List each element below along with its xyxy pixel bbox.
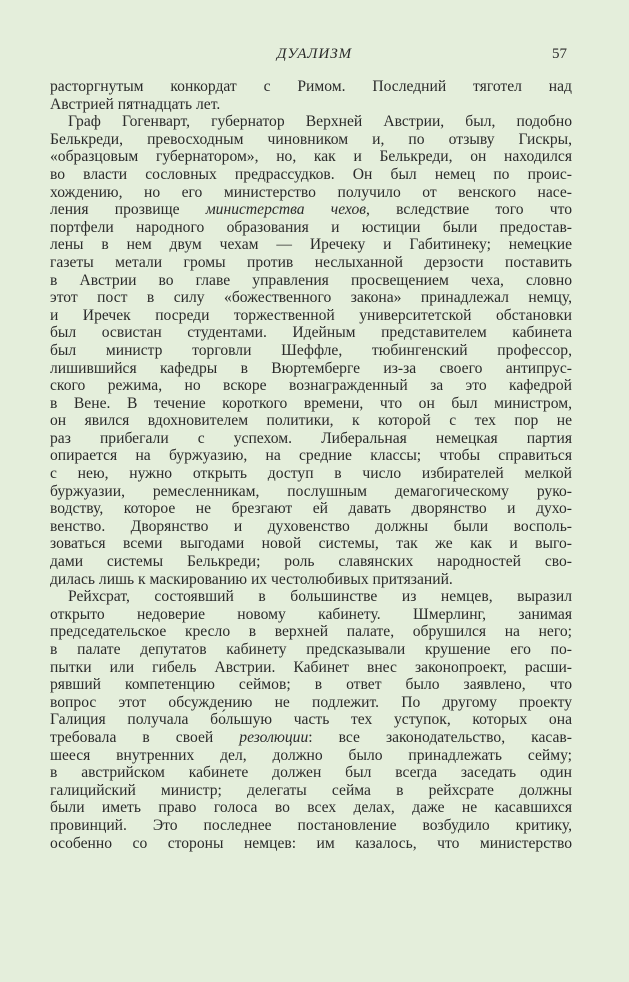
text-line bbox=[50, 729, 572, 747]
text-line: лишившийся кафедры в Вюртемберге из-за своего антипрус- bbox=[50, 359, 572, 377]
page-body-text bbox=[50, 78, 572, 852]
text-line: Белькреди, превосходным чиновником и, по отзыву Гискры, bbox=[50, 130, 572, 148]
text-line: председательское кресло в верхней палате, обрушился на него; bbox=[50, 623, 572, 641]
text-line: зоваться всеми выгодами новой системы, так же как и выго- bbox=[50, 535, 572, 553]
text-line: этот пост в силу «божественного закона» принадлежал немцу, bbox=[50, 289, 572, 307]
text-line: раз прибегали с успехом. Либеральная немецкая партия bbox=[50, 429, 572, 447]
text-line: водству, которое не брезгают ей давать дворянство и духо- bbox=[50, 500, 572, 518]
text-line: провинций. Это последнее постановление возбудило критику, bbox=[50, 816, 572, 834]
text-line: в Вене. В течение короткого времени, что он был министром, bbox=[50, 394, 572, 412]
text-line: буржуазии, ремесленникам, послушным демагогическому руко- bbox=[50, 482, 572, 500]
text-segment: : все законодательство, касав- bbox=[308, 728, 572, 746]
page-number: 57 bbox=[552, 46, 567, 62]
italic-phrase: резолюции bbox=[239, 728, 309, 746]
text-line: с нею, нужно открыть доступ в число избирателей мелкой bbox=[50, 465, 572, 483]
text-line: был министр торговли Шеффле, тюбингенский профессор, bbox=[50, 341, 572, 359]
text-line: газеты метали громы против неслыханной дерзости поставить bbox=[50, 253, 572, 271]
text-line: рявший компетенцию сеймов; в ответ было заявлено, что bbox=[50, 676, 572, 694]
text-line: портфели народного образования и юстиции были предостав- bbox=[50, 218, 572, 236]
text-line: «образцовым губернатором», но, как и Белькреди, он находился bbox=[50, 148, 572, 166]
italic-phrase: министерства чехов bbox=[205, 201, 367, 219]
text-line: вопрос этот обсуждению не подлежит. По другому проекту bbox=[50, 693, 572, 711]
text-segment: требовала в своей bbox=[50, 728, 240, 746]
running-header bbox=[0, 46, 629, 66]
text-line: Рейхсрат, состоявший в большинстве из немцев, выразил bbox=[68, 588, 572, 606]
text-line: шееся внутренних дел, должно было принадлежать сейму; bbox=[50, 746, 572, 764]
text-line: был освистан студентами. Идейным представителем кабинета bbox=[50, 324, 572, 342]
text-line: Австрией пятнадцать лет. bbox=[50, 95, 221, 113]
text-line: открыто недоверие новому кабинету. Шмерлинг, занимая bbox=[50, 605, 572, 623]
text-line: во власти сословных предрассудков. Он был немец по проис- bbox=[50, 165, 572, 183]
text-line: пытки или гибель Австрии. Кабинет внес законопроект, расши- bbox=[50, 658, 572, 676]
text-line: хождению, но его министерство получило от венского насе- bbox=[50, 183, 572, 201]
text-line: Граф Гогенварт, губернатор Верхней Австрии, был, подобно bbox=[68, 113, 572, 131]
text-line: Галиция получала бо́льшую часть тех уступок, которых она bbox=[50, 711, 572, 729]
text-line: в палате депутатов кабинету предсказывали крушение его по- bbox=[50, 641, 572, 658]
text-line: в австрийском кабинете должен был всегда заседать один bbox=[50, 764, 572, 782]
running-title: ДУАЛИЗМ bbox=[276, 46, 353, 62]
text-line: он явился вдохновителем политики, к которой с тех пор не bbox=[50, 412, 572, 430]
text-line: опирается на буржуазию, на средние классы; чтобы справиться bbox=[50, 447, 572, 465]
text-line: галицийский министр; делегаты сейма в рейхсрате должны bbox=[50, 781, 572, 799]
text-line: лены в нем двум чехам — Иречеку и Габитинеку; немецкие bbox=[50, 236, 572, 254]
text-segment: ления прозвище bbox=[50, 201, 206, 219]
text-line bbox=[50, 201, 572, 219]
text-line: расторгнутым конкордат с Римом. Последний тяготел над bbox=[50, 78, 572, 95]
text-line: дилась лишь к маскированию их честолюбивых притязаний. bbox=[50, 570, 453, 588]
text-segment: , вследствие того что bbox=[366, 201, 572, 219]
text-line: и Иречек посреди торжественной университетской обстановки bbox=[50, 306, 572, 324]
text-line: особенно со стороны немцев: им казалось, что министерство bbox=[50, 834, 572, 852]
text-line: дами системы Белькреди; роль славянских народностей сво- bbox=[50, 553, 572, 571]
text-line: в Австрии во главе управления просвещением чеха, словно bbox=[50, 271, 572, 289]
text-line: были иметь право голоса во всех делах, даже не касавшихся bbox=[50, 799, 572, 817]
text-line: венство. Дворянство и духовенство должны были восполь- bbox=[50, 517, 572, 535]
text-line: ского режима, но вскоре вознагражденный за это кафедрой bbox=[50, 377, 572, 395]
